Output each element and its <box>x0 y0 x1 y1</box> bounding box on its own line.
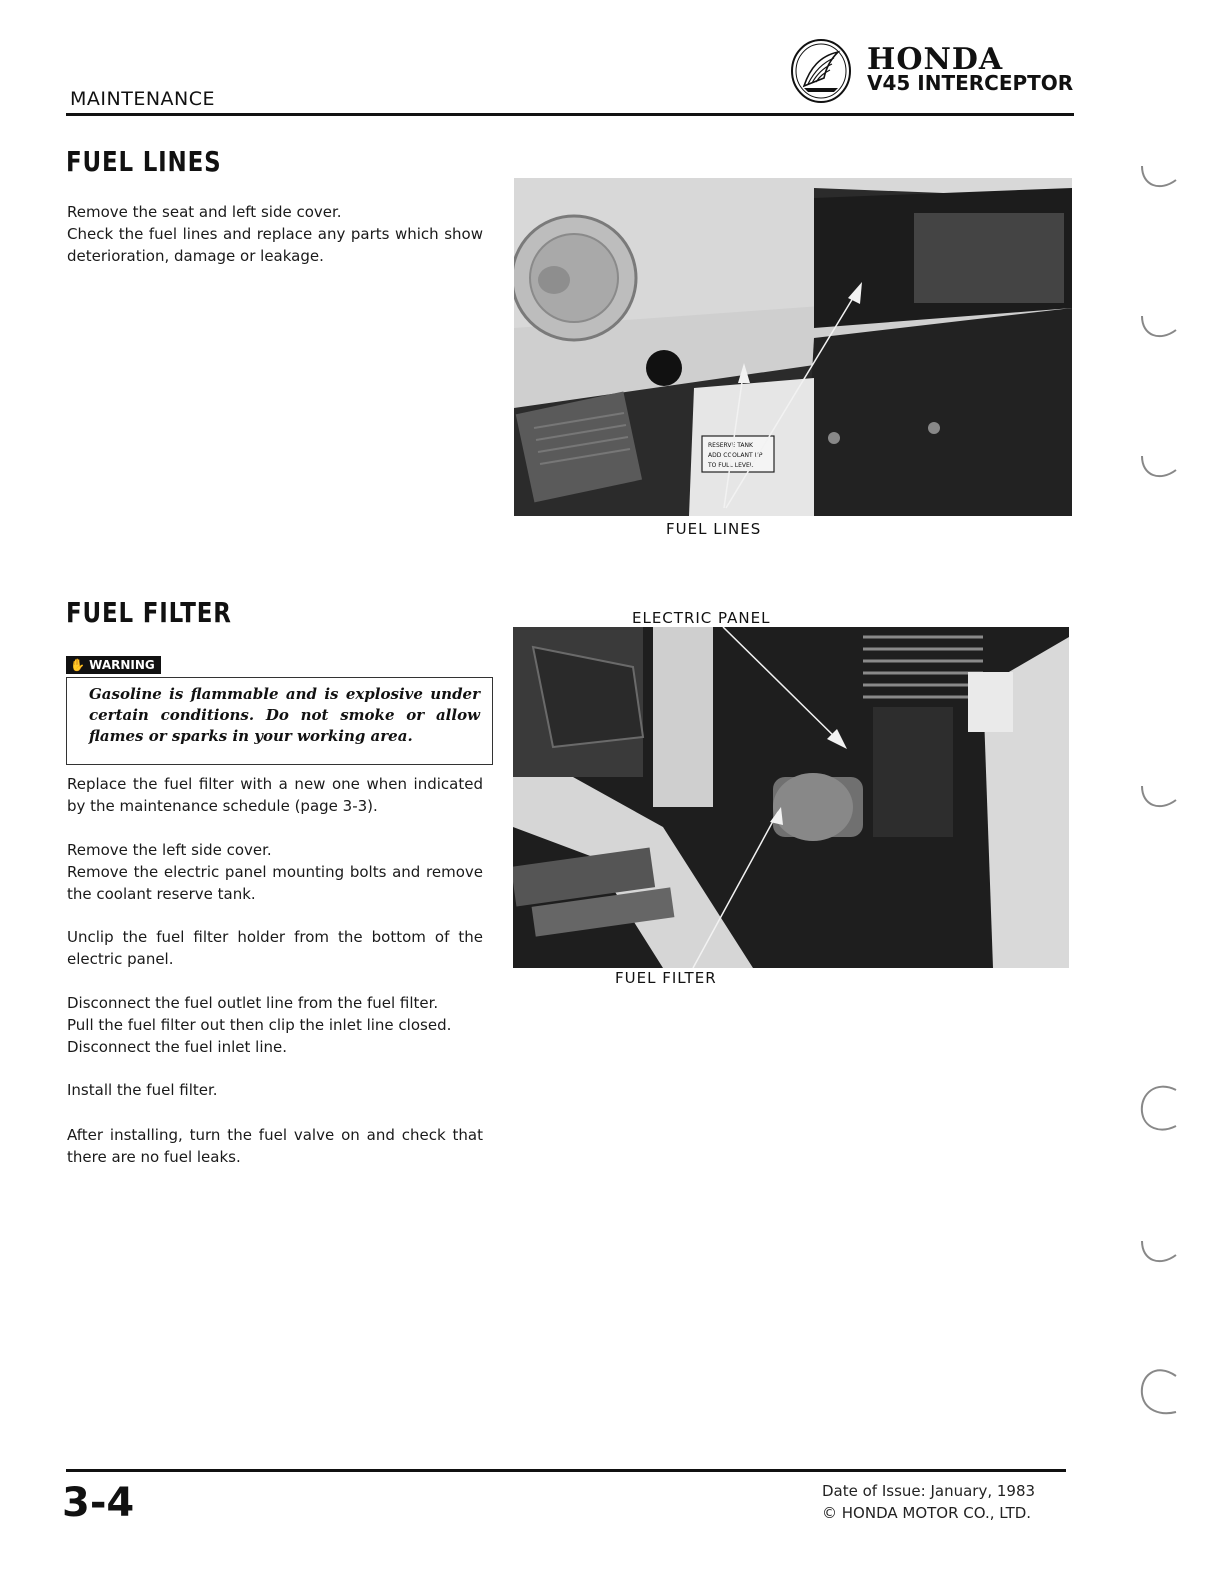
binder-hole-mark-icon <box>1136 1080 1182 1140</box>
fuel-lines-step-2: Check the fuel lines and replace any parts which show deterioration, damage or leakage. <box>67 225 483 265</box>
binder-hole-mark-icon <box>1136 310 1182 350</box>
issue-date: Date of Issue: January, 1983 <box>822 1482 1036 1500</box>
reserve-tank-label-line-2: ADD COOLANT UP <box>708 452 763 459</box>
fuel-filter-caption: FUEL FILTER <box>615 969 717 987</box>
fuel-lines-step-1: Remove the seat and left side cover. <box>67 203 342 221</box>
binder-hole-mark-icon <box>1136 1362 1182 1422</box>
footer-rule <box>66 1469 1066 1472</box>
brand-model: V45 INTERCEPTOR <box>867 71 1074 95</box>
header-rule <box>66 113 1074 116</box>
fuel-filter-step-disconnect-outlet: Disconnect the fuel outlet line from the fuel filter. <box>67 994 439 1012</box>
warning-badge <box>66 656 161 674</box>
fuel-filter-photo <box>513 627 1069 968</box>
fuel-filter-heading: FUEL FILTER <box>66 596 232 629</box>
warning-label: WARNING <box>89 658 155 672</box>
fuel-lines-text <box>67 201 483 267</box>
binder-hole-mark-icon <box>1136 450 1182 490</box>
fuel-filter-step-cover <box>67 839 483 905</box>
section-label: MAINTENANCE <box>70 88 216 110</box>
fuel-filter-step-remove-cover: Remove the left side cover. <box>67 841 272 859</box>
electric-panel-caption: ELECTRIC PANEL <box>632 609 771 627</box>
fuel-filter-step-check: After installing, turn the fuel valve on and check that there are no fuel leaks. <box>67 1126 483 1166</box>
fuel-filter-step-unclip: Unclip the fuel filter holder from the bottom of the electric panel. <box>67 928 483 968</box>
fuel-lines-heading: FUEL LINES <box>66 145 222 178</box>
page-number: 3-4 <box>62 1480 135 1526</box>
fuel-filter-step-replace: Replace the fuel filter with a new one when indicated by the maintenance schedule (page 3-3). <box>67 775 483 815</box>
fuel-filter-step-disconnect <box>67 992 483 1058</box>
copyright: © HONDA MOTOR CO., LTD. <box>822 1504 1032 1522</box>
fuel-filter-step-remove-panel: Remove the electric panel mounting bolts and remove the coolant reserve tank. <box>67 863 483 903</box>
fuel-filter-step-pull-filter: Pull the fuel filter out then clip the inlet line closed. <box>67 1016 452 1034</box>
reserve-tank-label-line-3: TO FULL LEVEL <box>708 462 754 469</box>
warning-hand-icon: ✋ <box>70 658 85 672</box>
binder-hole-mark-icon <box>1136 780 1182 820</box>
binder-hole-mark-icon <box>1136 1235 1182 1275</box>
binder-hole-mark-icon <box>1136 160 1182 200</box>
honda-wing-logo-icon <box>790 38 852 104</box>
reserve-tank-label-line-1: RESERVE TANK <box>708 442 753 449</box>
fuel-filter-step-disconnect-inlet: Disconnect the fuel inlet line. <box>67 1038 287 1056</box>
fuel-lines-caption: FUEL LINES <box>666 520 762 538</box>
fuel-filter-step-install: Install the fuel filter. <box>67 1081 218 1099</box>
fuel-lines-photo <box>514 178 1072 516</box>
warning-box: Gasoline is flammable and is explosive under certain conditions. Do not smoke or allow flames or sparks in your working area. <box>66 677 493 765</box>
brand-name: HONDA <box>867 42 1004 77</box>
